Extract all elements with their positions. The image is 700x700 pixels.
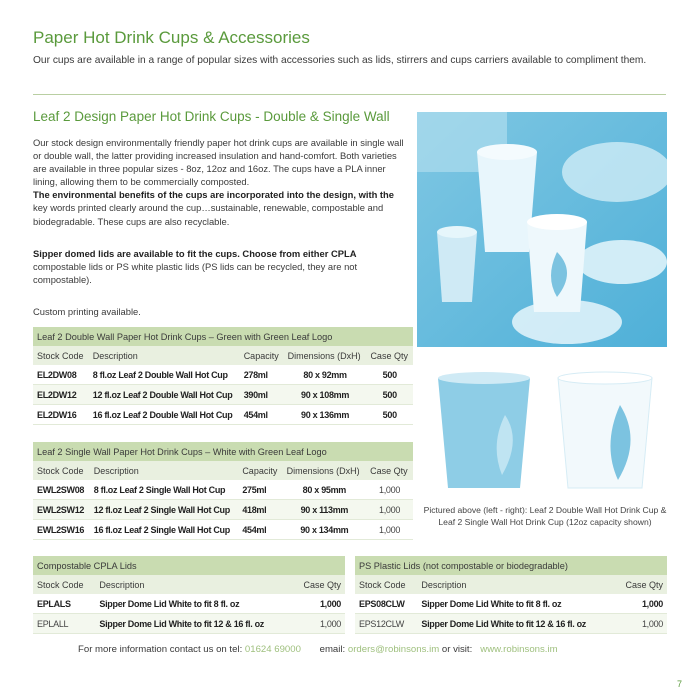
capacity: 454ml	[238, 520, 282, 540]
cups-photo-icon	[417, 112, 667, 347]
table-row	[33, 365, 413, 385]
table-row	[33, 520, 413, 540]
description: 8 fl.oz Leaf 2 Double Wall Hot Cup	[89, 365, 240, 385]
col-description: Description	[89, 346, 240, 365]
para1-tail: key words printed clearly around the cup…sustainable, renewable, compostable and biodegradable. These cups are also recyclable.	[33, 202, 384, 227]
custom-printing: Custom printing available.	[33, 306, 141, 317]
website-link[interactable]: www.robinsons.im	[480, 644, 558, 655]
col-stock-code: Stock Code	[33, 575, 95, 594]
intro-text: Our cups are available in a range of popular sizes with accessories such as lids, stirrers and cups carriers available to compliment them.	[33, 55, 647, 66]
col-stock-code: Stock Code	[355, 575, 417, 594]
tel-link[interactable]: 01624 69000	[244, 644, 301, 655]
table-row	[33, 500, 413, 520]
dimensions: 90 x 134mm	[283, 520, 366, 540]
cpla-heading: Compostable CPLA Lids	[33, 556, 345, 575]
stock-code: EWL2SW12	[33, 500, 90, 520]
description: 16 fl.oz Leaf 2 Double Wall Hot Cup	[89, 405, 240, 425]
contact-footer	[78, 644, 558, 655]
col-case-qty: Case Qty	[293, 575, 345, 594]
stock-code: EPS12CLW	[355, 614, 417, 634]
stock-code: EWL2SW16	[33, 520, 90, 540]
col-description: Description	[95, 575, 293, 594]
capacity: 418ml	[238, 500, 282, 520]
single-wall-heading: Leaf 2 Single Wall Paper Hot Drink Cups – White with Green Leaf Logo	[33, 442, 413, 461]
stock-code: EL2DW16	[33, 405, 89, 425]
image-caption: Pictured above (left - right): Leaf 2 Double Wall Hot Drink Cup & Leaf 2 Single Wall Hot Drink Cup (12oz capacity shown)	[423, 505, 667, 527]
stock-code: EPS08CLW	[355, 594, 417, 614]
dimensions: 90 x 136mm	[284, 405, 367, 425]
case-qty: 500	[366, 385, 413, 405]
stock-code: EL2DW08	[33, 365, 89, 385]
case-qty: 1,000	[366, 480, 413, 500]
section-title: Leaf 2 Design Paper Hot Drink Cups - Double & Single Wall	[33, 109, 390, 124]
section-description	[33, 136, 405, 228]
capacity: 454ml	[240, 405, 284, 425]
page-title: Paper Hot Drink Cups & Accessories	[33, 28, 310, 47]
dimensions: 80 x 92mm	[284, 365, 367, 385]
description: Sipper Dome Lid White to fit 8 fl. oz	[95, 594, 293, 614]
col-case-qty: Case Qty	[615, 575, 667, 594]
ps-lids-table	[355, 556, 667, 634]
col-description: Description	[90, 461, 239, 480]
dimensions: 90 x 113mm	[283, 500, 366, 520]
description: 16 fl.oz Leaf 2 Single Wall Hot Cup	[90, 520, 239, 540]
case-qty: 500	[366, 365, 413, 385]
col-capacity: Capacity	[240, 346, 284, 365]
lids-description	[33, 247, 405, 286]
description: Sipper Dome Lid White to fit 12 & 16 fl. oz	[95, 614, 293, 634]
case-qty: 1,000	[366, 500, 413, 520]
col-stock-code: Stock Code	[33, 346, 89, 365]
email-link[interactable]: orders@robinsons.im	[347, 644, 440, 655]
case-qty: 1,000	[366, 520, 413, 540]
visit-label: or visit:	[441, 644, 473, 655]
para1: Our stock design environmentally friendly paper hot drink cups are available in single wall or double wall, the latter providing increased insulation and hand-comfort. Both varieties are available in three popular sizes - 8oz, 12oz and 16oz. The cups have a PLA inner lining, allowing them to be commercially composted.	[33, 137, 404, 188]
double-wall-heading: Leaf 2 Double Wall Paper Hot Drink Cups – Green with Green Leaf Logo	[33, 327, 413, 346]
description: Sipper Dome Lid White to fit 8 fl. oz	[417, 594, 615, 614]
stock-code: EL2DW12	[33, 385, 89, 405]
case-qty: 1,000	[615, 614, 667, 634]
col-dimensions: Dimensions (DxH)	[284, 346, 367, 365]
para2-tail: compostable lids or PS white plastic lids (PS lids can be recycled, they are not compostable).	[33, 261, 358, 286]
two-cups-image	[430, 360, 670, 495]
email-label: email:	[319, 644, 346, 655]
stock-code: EPLALL	[33, 614, 95, 634]
para2-bold: Sipper domed lids are available to fit the cups. Choose from either CPLA	[33, 248, 357, 259]
col-dimensions: Dimensions (DxH)	[283, 461, 366, 480]
ps-heading: PS Plastic Lids (not compostable or biodegradable)	[355, 556, 667, 575]
col-capacity: Capacity	[238, 461, 282, 480]
table-row	[33, 385, 413, 405]
col-case-qty: Case Qty	[366, 346, 413, 365]
table-row	[33, 405, 413, 425]
divider	[33, 94, 666, 95]
table-row	[355, 614, 667, 634]
capacity: 275ml	[238, 480, 282, 500]
page-number: 7	[677, 679, 683, 689]
description: Sipper Dome Lid White to fit 12 & 16 fl. oz	[417, 614, 615, 634]
dimensions: 80 x 95mm	[283, 480, 366, 500]
case-qty: 500	[366, 405, 413, 425]
tel-label: For more information contact us on tel:	[78, 644, 243, 655]
table-row	[33, 594, 345, 614]
col-case-qty: Case Qty	[366, 461, 413, 480]
single-wall-table	[33, 442, 413, 540]
table-row	[355, 594, 667, 614]
col-stock-code: Stock Code	[33, 461, 90, 480]
dimensions: 90 x 108mm	[284, 385, 367, 405]
table-row	[33, 614, 345, 634]
table-row	[33, 480, 413, 500]
col-description: Description	[417, 575, 615, 594]
stock-code: EWL2SW08	[33, 480, 90, 500]
case-qty: 1,000	[293, 614, 345, 634]
case-qty: 1,000	[293, 594, 345, 614]
product-photo	[417, 112, 667, 347]
description: 12 fl.oz Leaf 2 Double Wall Hot Cup	[89, 385, 240, 405]
para1-bold: The environmental benefits of the cups are incorporated into the design, with the	[33, 189, 394, 201]
capacity: 278ml	[240, 365, 284, 385]
double-wall-table	[33, 327, 413, 425]
cpla-lids-table	[33, 556, 345, 634]
stock-code: EPLALS	[33, 594, 95, 614]
cups-icon	[430, 360, 670, 495]
description: 12 fl.oz Leaf 2 Single Wall Hot Cup	[90, 500, 239, 520]
case-qty: 1,000	[615, 594, 667, 614]
capacity: 390ml	[240, 385, 284, 405]
description: 8 fl.oz Leaf 2 Single Wall Hot Cup	[90, 480, 239, 500]
